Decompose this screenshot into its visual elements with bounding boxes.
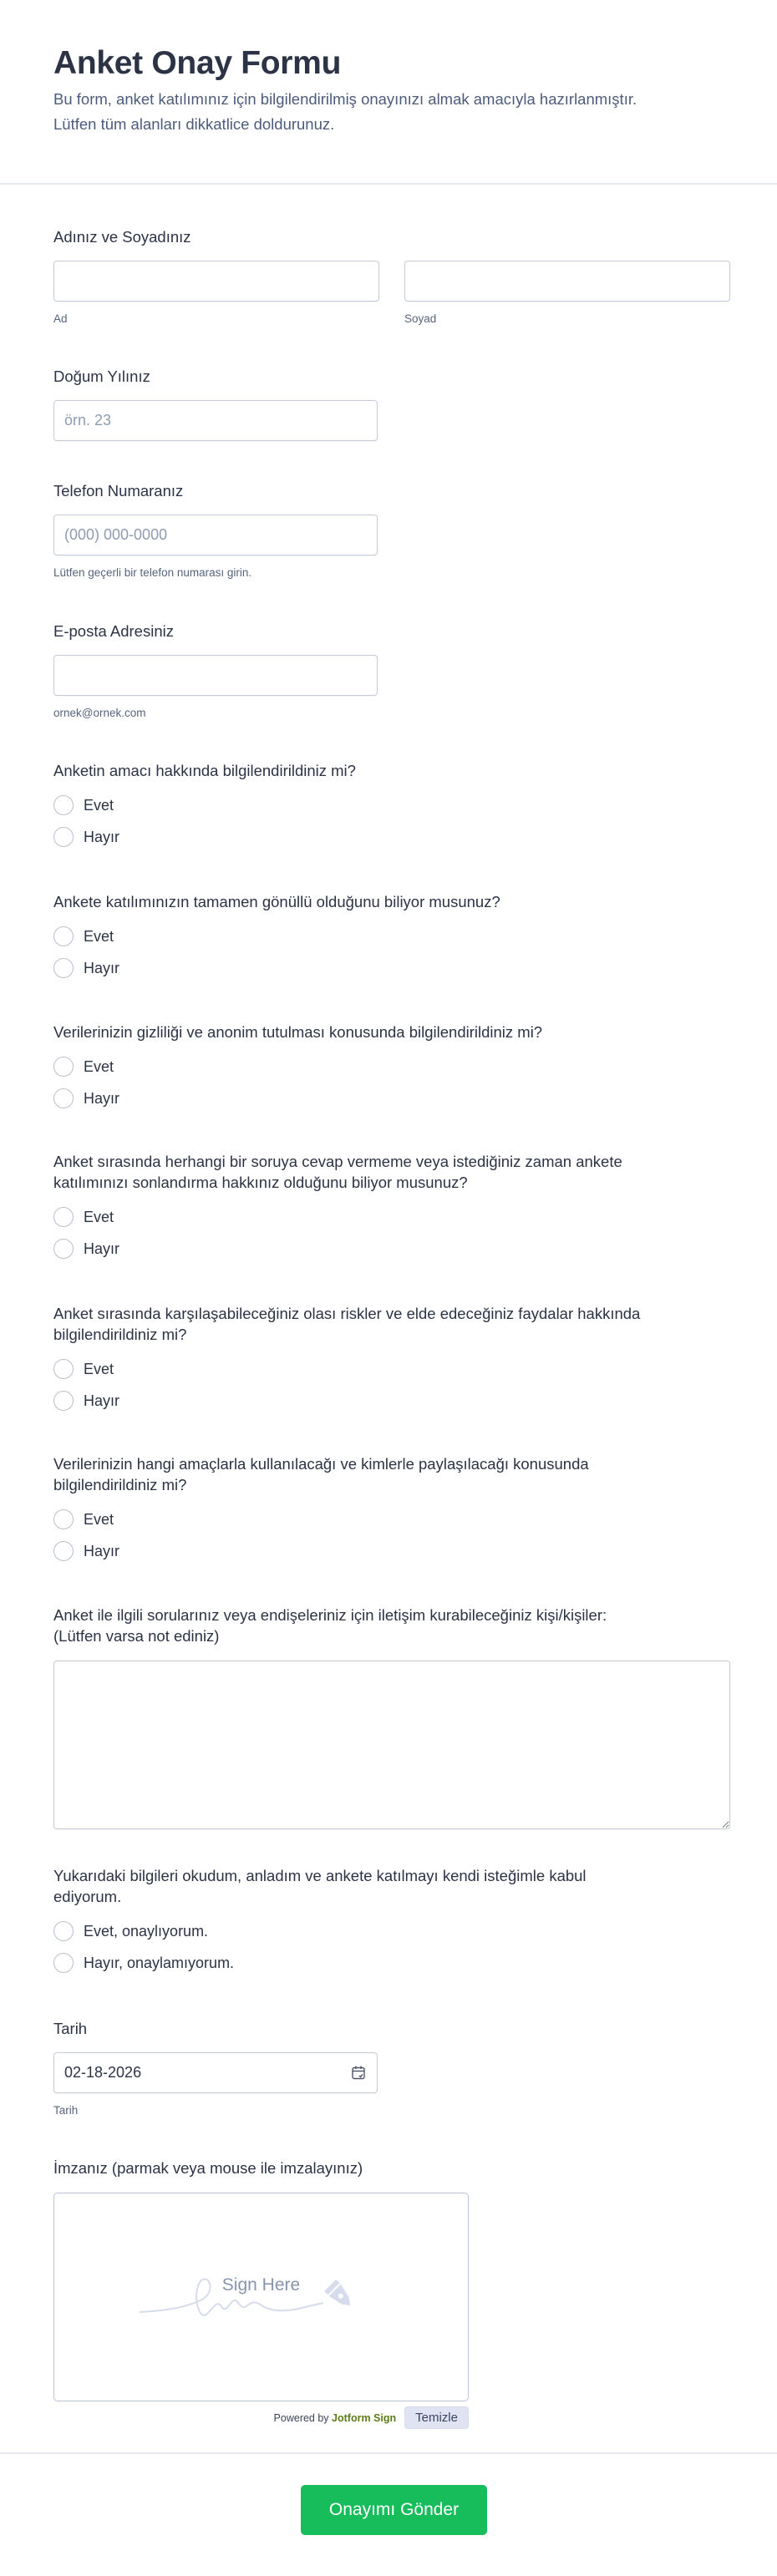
question-4-label <box>53 1151 622 1193</box>
phone-field <box>53 480 378 581</box>
option-label: Hayır <box>84 1240 120 1257</box>
date-label: Tarih <box>53 2020 88 2037</box>
signature-placeholder: Sign Here <box>221 2275 301 2295</box>
option-label: Evet <box>84 1510 114 1528</box>
last-name-sublabel: Soyad <box>404 312 437 325</box>
option-label: Hayır <box>84 1542 120 1559</box>
option-label: Evet <box>84 1360 114 1377</box>
form-header <box>0 0 777 185</box>
option-label: Hayır <box>84 828 120 845</box>
page-title: Anket Onay Formu <box>53 45 342 81</box>
question-6-option-yes[interactable] <box>53 1509 589 1530</box>
phone-label: Telefon Numaranız <box>53 482 184 499</box>
date-field <box>53 2018 378 2118</box>
radio-button[interactable] <box>53 1921 74 1941</box>
radio-button[interactable] <box>53 1057 74 1077</box>
clear-signature-button[interactable]: Temizle <box>404 2406 469 2429</box>
radio-button[interactable] <box>53 1359 74 1379</box>
option-label: Hayır, onaylamıyorum. <box>84 1954 235 1971</box>
radio-button[interactable] <box>53 1391 74 1411</box>
phone-input[interactable] <box>53 515 378 555</box>
birth-year-field <box>53 366 378 441</box>
question-3 <box>53 1022 542 1109</box>
contact-label-line-1: Anket ile ilgili sorularınız veya endişeleriniz için iletişim kurabileceğiniz kişi/kişiler: <box>53 1606 607 1624</box>
radio-button[interactable] <box>53 827 74 847</box>
powered-by <box>274 2412 397 2424</box>
signature-field <box>53 2158 469 2429</box>
form-description <box>53 87 724 137</box>
question-2-option-yes[interactable] <box>53 925 500 947</box>
name-label: Adınız ve Soyadınız <box>53 228 191 246</box>
radio-button[interactable] <box>53 1541 74 1561</box>
question-3-option-yes[interactable] <box>53 1056 542 1078</box>
footer-divider <box>0 2452 777 2454</box>
form-body <box>0 185 777 2576</box>
question-5-line-2: bilgilendirildiniz mi? <box>53 1326 187 1343</box>
question-5-option-no[interactable] <box>53 1390 640 1412</box>
question-5-line-1: Anket sırasında karşılaşabileceğiniz olası riskler ve elde edeceğiniz faydalar hakkında <box>53 1305 641 1322</box>
phone-sublabel: Lütfen geçerli bir telefon numarası girin. <box>53 566 252 579</box>
submit-button[interactable]: Onayımı Gönder <box>301 2485 487 2535</box>
question-2 <box>53 891 500 979</box>
email-input[interactable] <box>53 655 378 696</box>
question-6-label <box>53 1453 589 1495</box>
birth-year-input[interactable] <box>53 400 378 441</box>
description-line-1: Bu form, anket katılımınız için bilgilendirilmiş onayınızı almak amacıyla hazırlanmıştır. <box>53 90 637 108</box>
question-2-option-no[interactable] <box>53 957 500 979</box>
signature-pad[interactable] <box>53 2193 469 2401</box>
signature-label: İmzanız (parmak veya mouse ile imzalayınız) <box>53 2159 363 2177</box>
question-1 <box>53 760 356 848</box>
radio-button[interactable] <box>53 1239 74 1259</box>
question-6 <box>53 1453 589 1562</box>
email-label: E-posta Adresiniz <box>53 622 174 640</box>
description-line-2: Lütfen tüm alanları dikkatlice doldurunuz. <box>53 115 335 133</box>
radio-button[interactable] <box>53 958 74 978</box>
first-name-sublabel: Ad <box>53 312 68 325</box>
question-6-line-1: Verilerinizin hangi amaçlarla kullanılacağı ve kimlerle paylaşılacağı konusunda <box>53 1455 589 1473</box>
name-field <box>53 226 730 327</box>
question-4-line-2: katılımınızı sonlandırma hakkınız olduğunu biliyor musunuz? <box>53 1174 468 1191</box>
signature-footer <box>53 2406 469 2429</box>
consent-option-no[interactable] <box>53 1952 587 1974</box>
radio-button[interactable] <box>53 795 74 815</box>
calendar-icon[interactable] <box>351 2065 366 2080</box>
option-label: Hayır <box>84 1392 120 1409</box>
question-1-label: Anketin amacı hakkında bilgilendirildiniz mi? <box>53 762 356 779</box>
radio-button[interactable] <box>53 1953 74 1973</box>
question-1-option-no[interactable] <box>53 826 356 848</box>
last-name-input[interactable] <box>404 261 730 302</box>
question-5-label <box>53 1303 640 1345</box>
question-6-line-2: bilgilendirildiniz mi? <box>53 1476 187 1493</box>
consent-field <box>53 1865 587 1974</box>
option-label: Hayır <box>84 1089 120 1107</box>
radio-button[interactable] <box>53 926 74 946</box>
contact-label <box>53 1605 730 1646</box>
powered-by-prefix: Powered by <box>273 2411 329 2424</box>
contact-label-line-2: (Lütfen varsa not ediniz) <box>53 1627 220 1645</box>
email-sublabel: ornek@ornek.com <box>53 707 146 719</box>
question-4-line-1: Anket sırasında herhangi bir soruya cevap vermeme veya istediğiniz zaman ankete <box>53 1153 622 1170</box>
option-label: Evet <box>84 796 114 814</box>
question-4-option-no[interactable] <box>53 1238 622 1260</box>
first-name-input[interactable] <box>53 261 379 302</box>
option-label: Hayır <box>84 959 120 976</box>
question-3-option-no[interactable] <box>53 1088 542 1109</box>
contact-textarea[interactable] <box>53 1661 730 1829</box>
consent-option-yes[interactable] <box>53 1920 587 1942</box>
consent-label-line-1: Yukarıdaki bilgileri okudum, anladım ve ankete katılmayı kendi isteğimle kabul <box>53 1867 587 1884</box>
question-1-option-yes[interactable] <box>53 794 356 816</box>
option-label: Evet <box>84 1057 114 1075</box>
radio-button[interactable] <box>53 1509 74 1529</box>
question-4 <box>53 1151 622 1260</box>
date-picker[interactable] <box>53 2052 378 2093</box>
question-6-option-no[interactable] <box>53 1540 589 1562</box>
radio-button[interactable] <box>53 1088 74 1108</box>
date-sublabel: Tarih <box>53 2104 79 2117</box>
contact-field <box>53 1605 730 1829</box>
question-3-label: Verilerinizin gizliliği ve anonim tutulması konusunda bilgilendirildiniz mi? <box>53 1023 543 1041</box>
consent-label-line-2: ediyorum. <box>53 1888 122 1905</box>
option-label: Evet <box>84 927 114 945</box>
option-label: Evet <box>84 1208 114 1225</box>
question-5-option-yes[interactable] <box>53 1358 640 1380</box>
question-4-option-yes[interactable] <box>53 1206 622 1228</box>
birth-year-label: Doğum Yılınız <box>53 368 150 385</box>
date-input[interactable]: 02-18-2026 <box>53 2052 378 2093</box>
jotform-sign-link[interactable]: Jotform Sign <box>332 2411 397 2424</box>
option-label: Evet, onaylıyorum. <box>84 1922 209 1940</box>
consent-label <box>53 1865 587 1907</box>
email-field <box>53 621 378 721</box>
question-2-label: Ankete katılımınızın tamamen gönüllü olduğunu biliyor musunuz? <box>53 893 500 910</box>
radio-button[interactable] <box>53 1207 74 1227</box>
question-5 <box>53 1303 640 1412</box>
